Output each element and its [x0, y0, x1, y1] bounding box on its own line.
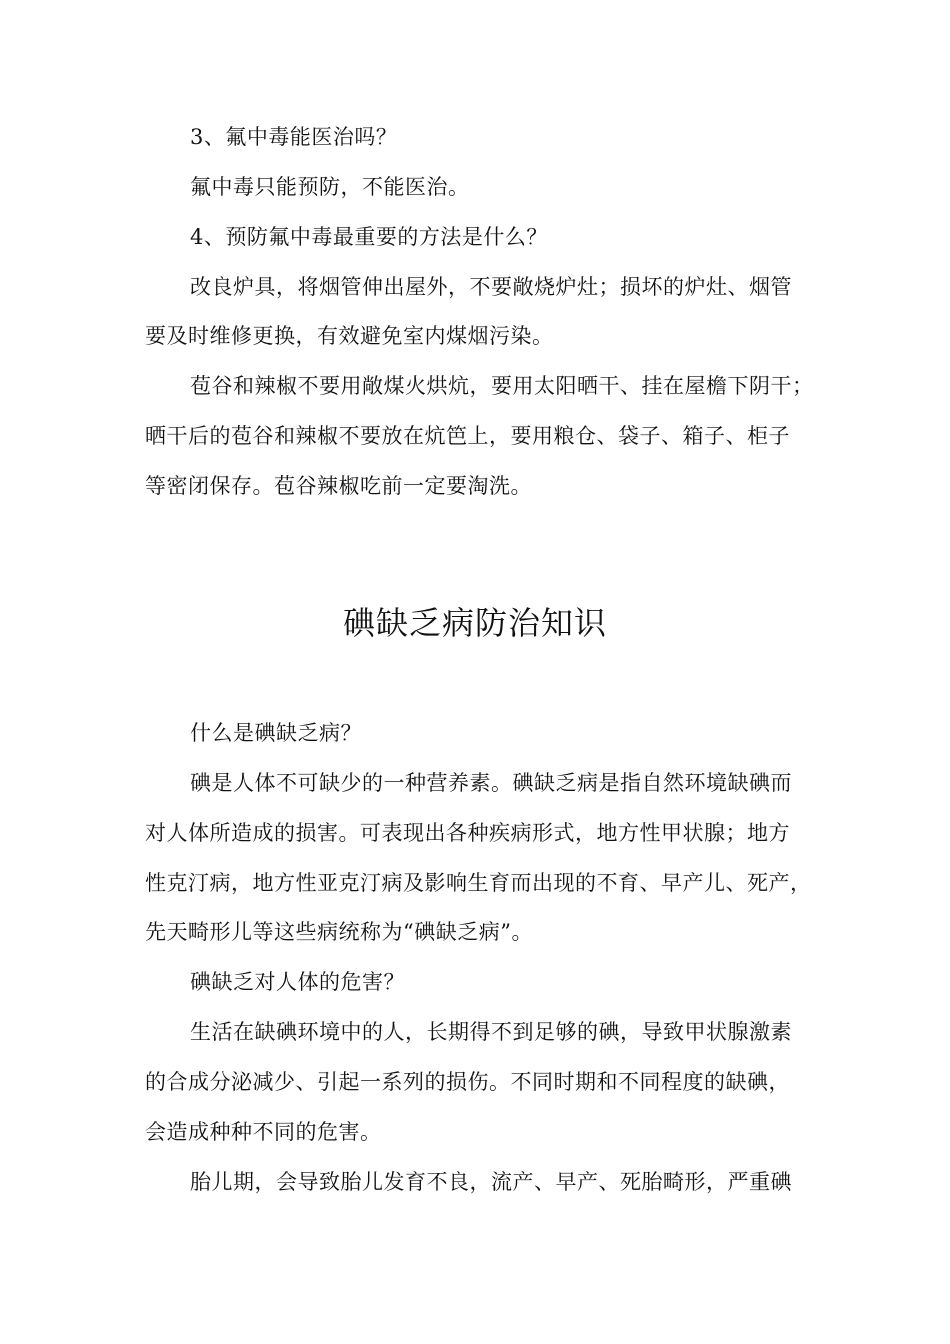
paragraph-line-3: 等密闭保存。苞谷辣椒吃前一定要淘洗。: [145, 474, 532, 498]
harm-line-1: 生活在缺碘环境中的人，长期得不到足够的碘，导致甲状腺激素: [190, 1020, 792, 1044]
question-4: 4、预防氟中毒最重要的方法是什么？: [190, 225, 548, 249]
definition-line-4: 先天畸形儿等这些病统称为“碘缺乏病”。: [145, 920, 533, 944]
section-title: 碘缺乏病防治知识: [342, 604, 607, 642]
definition-line-2: 对人体所造成的损害。可表现出各种疾病形式，地方性甲状腺；地方: [145, 821, 790, 845]
definition-line-3: 性克汀病，地方性亚克汀病及影响生育而出现的不育、早产儿、死产，: [145, 871, 812, 895]
answer-4-line-1: 改良炉具，将烟管伸出屋外，不要敞烧炉灶；损坏的炉灶、烟管: [190, 275, 792, 299]
harm-line-3: 会造成种种不同的危害。: [145, 1120, 382, 1144]
question-what-is: 什么是碘缺乏病？: [190, 721, 362, 745]
answer-3: 氟中毒只能预防，不能医治。: [190, 175, 470, 199]
answer-4-line-2: 要及时维修更换，有效避免室内煤烟污染。: [145, 324, 554, 348]
fetal-line-1: 胎儿期，会导致胎儿发育不良，流产、早产、死胎畸形，严重碘: [190, 1170, 792, 1194]
question-3: 3、氟中毒能医治吗？: [190, 125, 398, 149]
definition-line-1: 碘是人体不可缺少的一种营养素。碘缺乏病是指自然环境缺碘而: [190, 771, 792, 795]
paragraph-line-1: 苞谷和辣椒不要用敞煤火烘炕，要用太阳晒干、挂在屋檐下阴干；: [190, 374, 814, 398]
question-harm: 碘缺乏对人体的危害？: [190, 970, 405, 994]
paragraph-line-2: 晒干后的苞谷和辣椒不要放在炕笆上，要用粮仓、袋子、箱子、柜子: [145, 424, 790, 448]
harm-line-2: 的合成分泌减少、引起一系列的损伤。不同时期和不同程度的缺碘，: [145, 1070, 790, 1094]
